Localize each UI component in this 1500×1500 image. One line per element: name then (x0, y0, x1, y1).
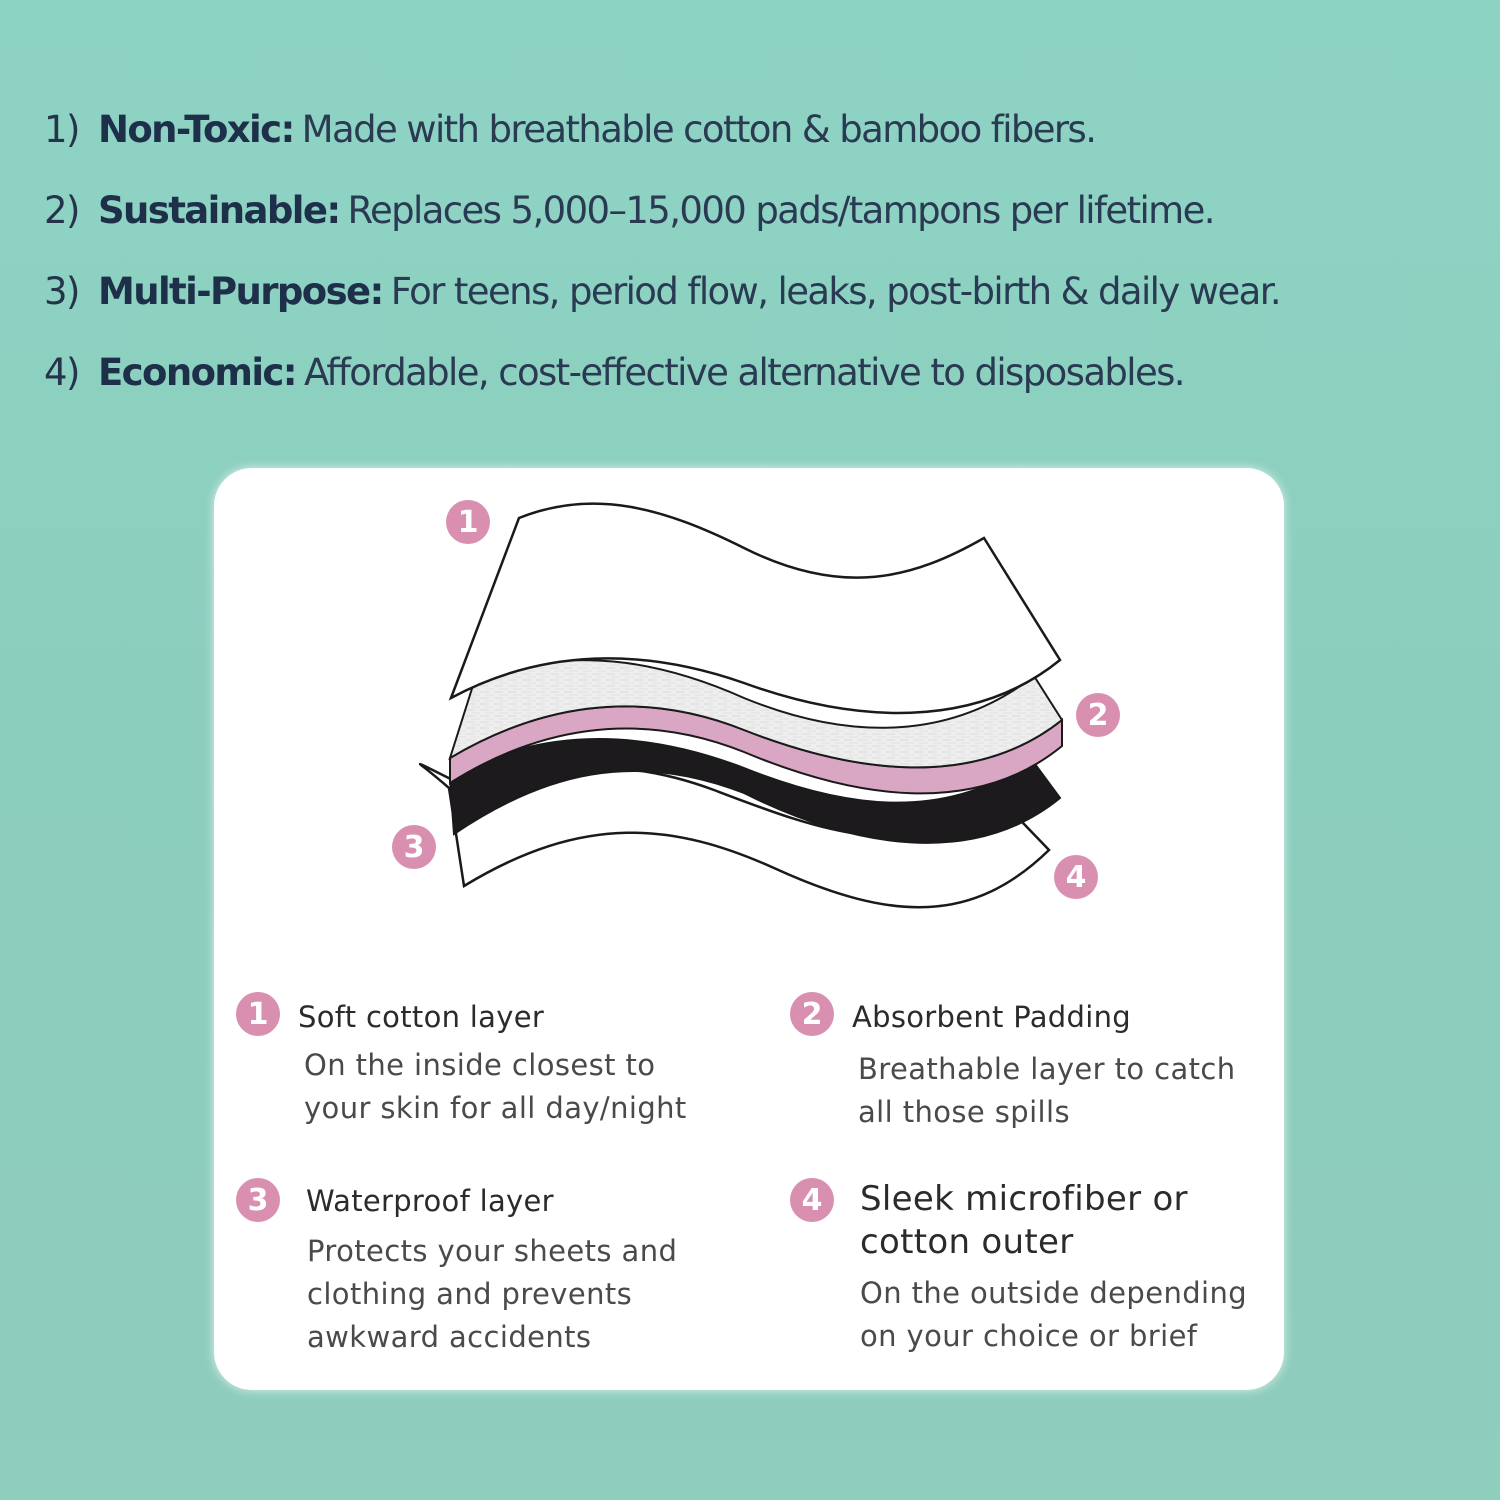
description-line: clothing and prevents (307, 1277, 633, 1311)
feature-item (44, 351, 1464, 432)
description-line: awkward accidents (307, 1320, 592, 1354)
layer-title: Soft cotton layer (298, 1000, 545, 1034)
layer-diagram-card (214, 468, 1284, 1390)
description-line: on your choice or brief (860, 1319, 1198, 1353)
layer-title: Waterproof layer (306, 1184, 554, 1218)
diagram-badge-2: 2 (1076, 693, 1120, 737)
description-line: Protects your sheets and (307, 1234, 678, 1268)
layer-title (860, 1178, 1188, 1264)
feature-term: Economic: (98, 351, 296, 394)
description-line: your skin for all day/night (304, 1091, 687, 1125)
layer-legend-outer (790, 1178, 1275, 1368)
feature-item (44, 270, 1464, 351)
description-line: Breathable layer to catch (858, 1052, 1236, 1086)
layer-title: Absorbent Padding (852, 1000, 1131, 1034)
diagram-badge-3: 3 (392, 825, 436, 869)
layer-description (858, 1048, 1236, 1134)
feature-number: 4) (44, 351, 79, 394)
feature-number: 2) (44, 189, 79, 232)
layer-legend-absorbent (790, 992, 1270, 1142)
feature-term: Sustainable: (98, 189, 340, 232)
layer-legend-cotton (236, 992, 736, 1142)
legend-badge: 1 (236, 992, 280, 1036)
feature-number: 3) (44, 270, 79, 313)
feature-description: Made with breathable cotton & bamboo fibers. (301, 108, 1096, 151)
layer-description (860, 1272, 1247, 1358)
legend-badge: 3 (236, 1178, 280, 1222)
feature-item (44, 108, 1464, 189)
feature-number: 1) (44, 108, 79, 151)
feature-item (44, 189, 1464, 270)
feature-description: Affordable, cost-effective alternative to disposables. (303, 351, 1184, 394)
layer-legend-waterproof (236, 1178, 736, 1368)
description-line: On the inside closest to (304, 1048, 656, 1082)
pad-layers-illustration (214, 468, 1284, 948)
feature-description: Replaces 5,000–15,000 pads/tampons per lifetime. (347, 189, 1214, 232)
feature-description: For teens, period flow, leaks, post-birth & daily wear. (390, 270, 1281, 313)
feature-term: Multi-Purpose: (98, 270, 383, 313)
feature-list (44, 108, 1464, 432)
description-line: On the outside depending (860, 1276, 1248, 1310)
title-line: Sleek microfiber or (860, 1179, 1188, 1219)
description-line: all those spills (858, 1095, 1070, 1129)
layer-description (304, 1044, 687, 1130)
title-line: cotton outer (860, 1222, 1074, 1262)
legend-badge: 4 (790, 1178, 834, 1222)
diagram-badge-4: 4 (1054, 855, 1098, 899)
legend-badge: 2 (790, 992, 834, 1036)
diagram-badge-1: 1 (446, 500, 490, 544)
feature-term: Non-Toxic: (98, 108, 294, 151)
layer-description (307, 1230, 677, 1359)
